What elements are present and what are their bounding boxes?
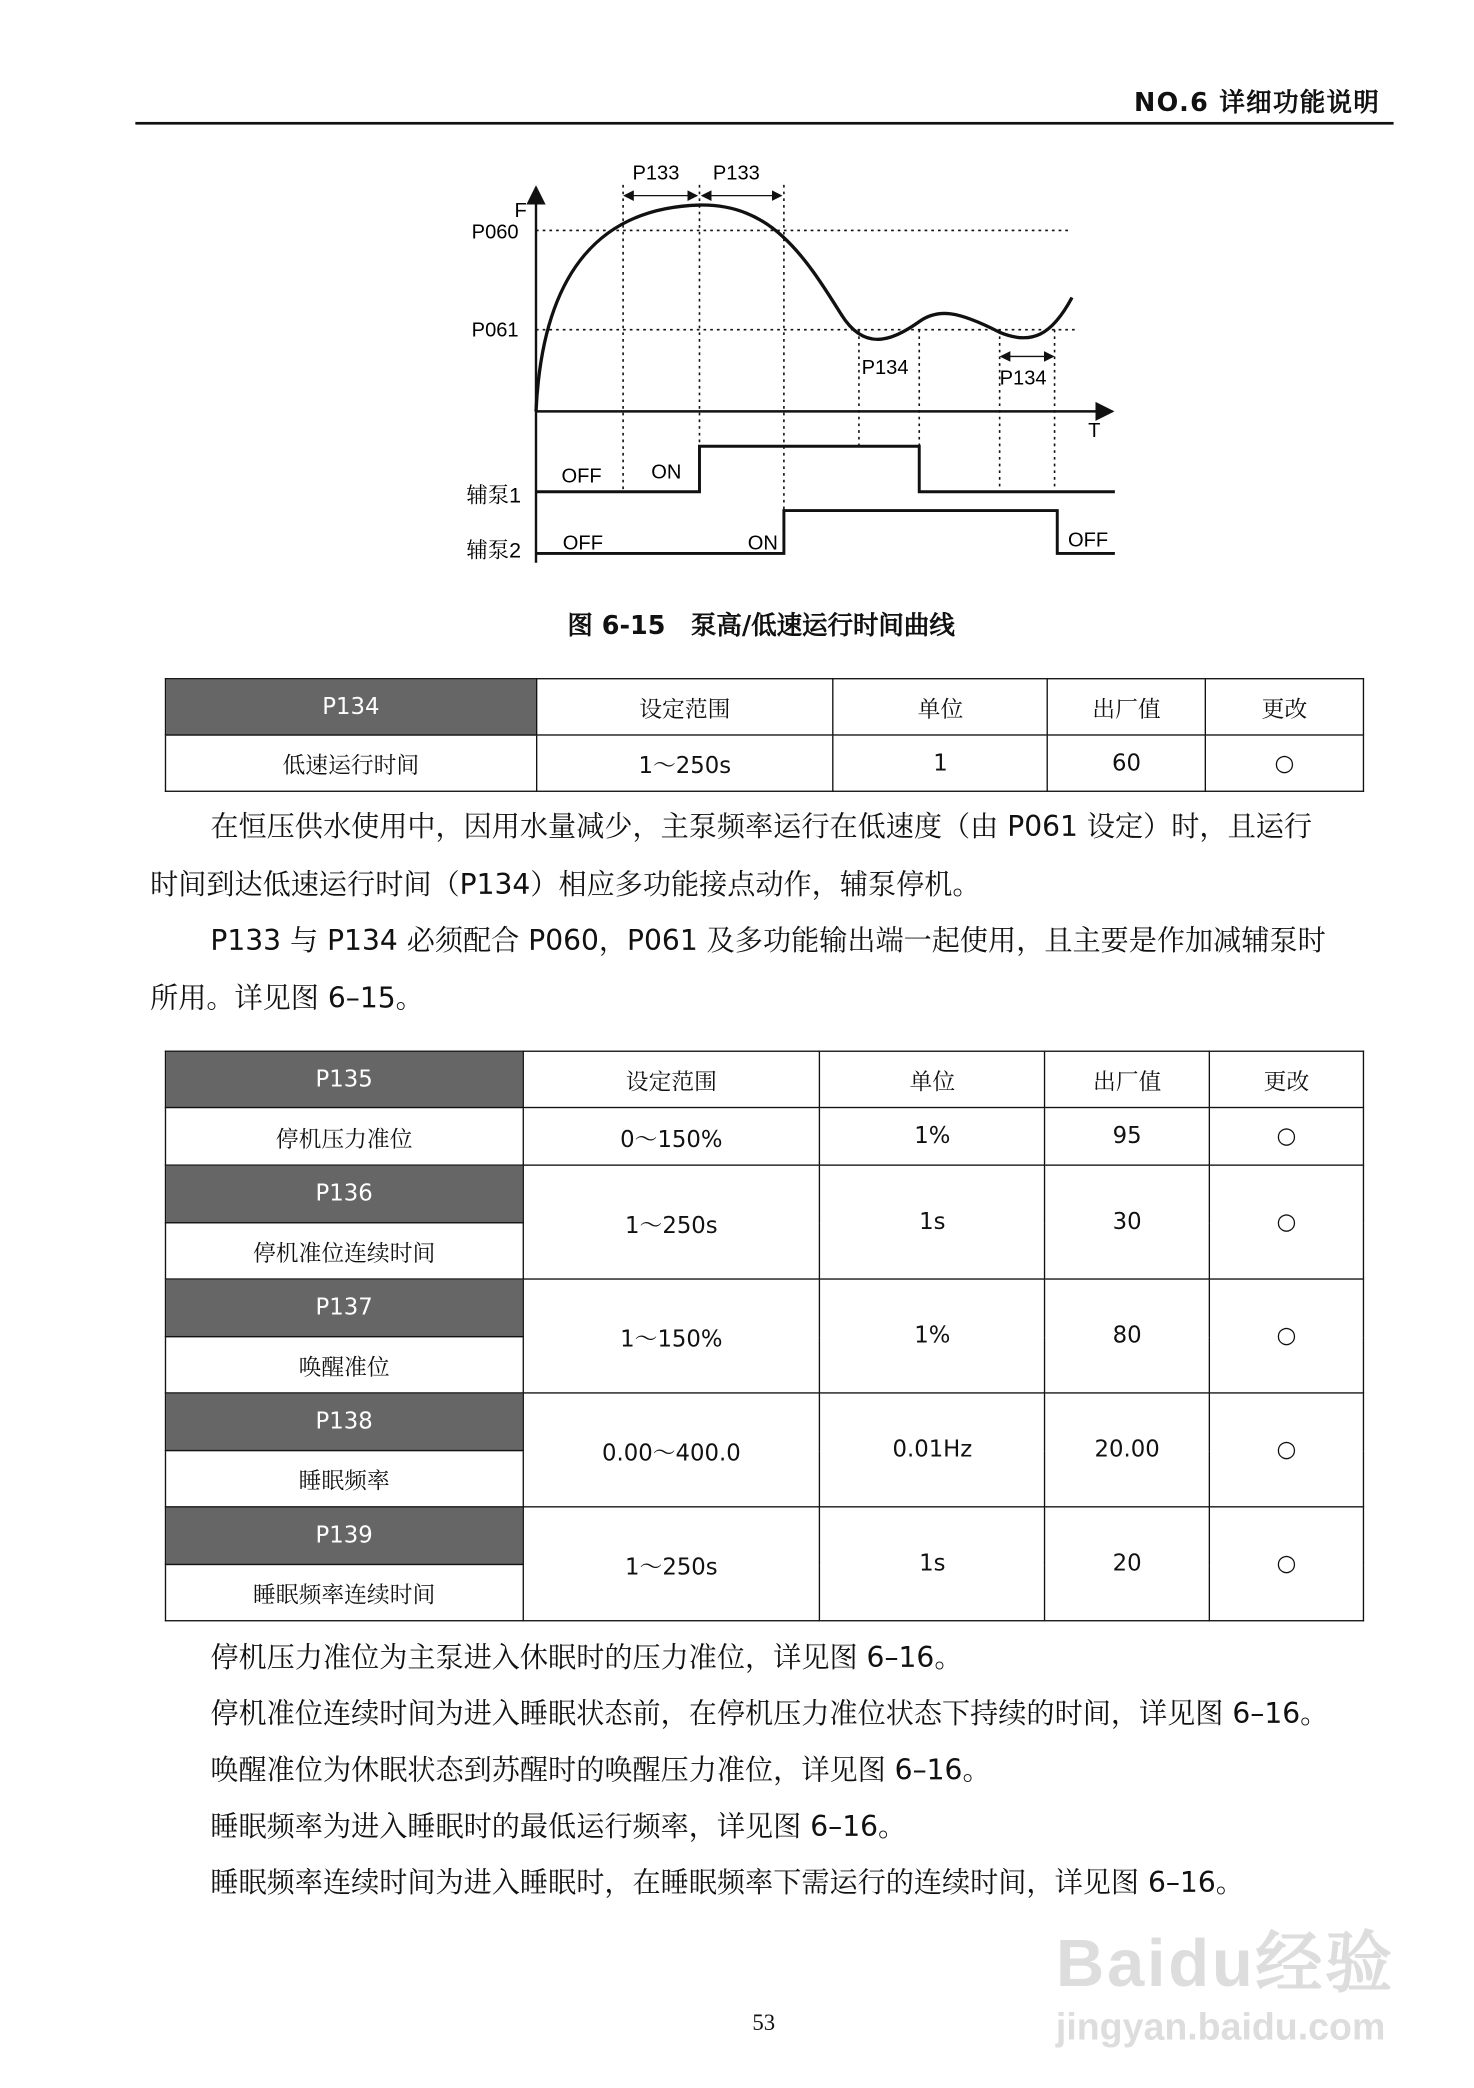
paragraph-line: 睡眠频率连续时间为进入睡眠时，在睡眠频率下需运行的连续时间，详见图 6–16。 bbox=[210, 1866, 1244, 1899]
paragraph-line: 所用。详见图 6–15。 bbox=[150, 982, 424, 1015]
header-change: 更改 bbox=[1205, 679, 1363, 735]
header-change: 更改 bbox=[1209, 1051, 1363, 1107]
paragraph-line: P133 与 P134 必须配合 P060，P061 及多功能输出端一起使用，且主要是作加减辅泵时 bbox=[210, 924, 1326, 957]
paragraph-line: 在恒压供水使用中，因用水量减少，主泵频率运行在低速度（由 P061 设定）时，且运行 bbox=[210, 810, 1312, 843]
chapter-header: NO.6 详细功能说明 bbox=[1134, 88, 1381, 118]
header-unit: 单位 bbox=[820, 1051, 1045, 1107]
pump2-signal bbox=[536, 511, 1115, 554]
state-label: ON bbox=[747, 532, 778, 555]
state-label: OFF bbox=[561, 465, 602, 488]
param-name: 睡眠频率 bbox=[165, 1451, 522, 1507]
param-unit: 0.01Hz bbox=[820, 1393, 1045, 1507]
pump-label: 辅泵1 bbox=[466, 483, 522, 508]
param-change: ○ bbox=[1209, 1507, 1363, 1621]
param-range: 1～250s bbox=[523, 1507, 820, 1621]
param-code: P139 bbox=[165, 1507, 522, 1565]
table-row bbox=[165, 1393, 1363, 1451]
state-label: OFF bbox=[562, 532, 603, 555]
param-code: P138 bbox=[165, 1393, 522, 1451]
level-label: P060 bbox=[471, 221, 519, 244]
param-code: P135 bbox=[165, 1051, 522, 1107]
param-unit: 1% bbox=[820, 1279, 1045, 1393]
param-range: 1～150% bbox=[523, 1279, 820, 1393]
param-default: 60 bbox=[1048, 735, 1206, 791]
param-name: 睡眠频率连续时间 bbox=[165, 1564, 522, 1620]
header-default: 出厂值 bbox=[1045, 1051, 1210, 1107]
param-unit: 1% bbox=[820, 1108, 1045, 1166]
header-unit: 单位 bbox=[833, 679, 1047, 735]
param-code: P134 bbox=[165, 679, 536, 735]
paragraph-line: 停机压力准位为主泵进入休眠时的压力准位，详见图 6–16。 bbox=[210, 1641, 963, 1674]
table-row bbox=[165, 1165, 1363, 1223]
frequency-curve bbox=[536, 205, 1072, 411]
param-range: 0～150% bbox=[523, 1108, 820, 1166]
paragraph-line: 停机准位连续时间为进入睡眠状态前，在停机压力准位状态下持续的时间，详见图 6–16。 bbox=[210, 1697, 1329, 1730]
param-unit: 1s bbox=[820, 1165, 1045, 1279]
param-table-p134 bbox=[165, 678, 1364, 792]
header-range: 设定范围 bbox=[523, 1051, 820, 1107]
header-range: 设定范围 bbox=[536, 679, 833, 735]
param-range: 1～250s bbox=[523, 1165, 820, 1279]
param-unit: 1 bbox=[833, 735, 1047, 791]
table-row bbox=[165, 1279, 1363, 1337]
interval-label: P134 bbox=[861, 356, 909, 379]
param-name: 唤醒准位 bbox=[165, 1337, 522, 1393]
state-label: ON bbox=[651, 461, 682, 484]
param-default: 95 bbox=[1045, 1108, 1210, 1166]
param-change: ○ bbox=[1209, 1393, 1363, 1507]
table-row bbox=[165, 1507, 1363, 1565]
param-change: ○ bbox=[1205, 735, 1363, 791]
axis-label-f: F bbox=[514, 200, 527, 223]
axis-label-t: T bbox=[1088, 419, 1101, 442]
param-default: 20 bbox=[1045, 1507, 1210, 1621]
param-default: 30 bbox=[1045, 1165, 1210, 1279]
paragraph-line: 时间到达低速运行时间（P134）相应多功能接点动作，辅泵停机。 bbox=[150, 868, 981, 901]
param-change: ○ bbox=[1209, 1279, 1363, 1393]
param-table-p135-p139 bbox=[165, 1051, 1364, 1622]
param-name: 停机压力准位 bbox=[165, 1108, 522, 1166]
param-range: 1～250s bbox=[536, 735, 833, 791]
param-range: 0.00～400.0 bbox=[523, 1393, 820, 1507]
paragraph-line: 睡眠频率为进入睡眠时的最低运行频率，详见图 6–16。 bbox=[210, 1810, 907, 1843]
interval-label: P134 bbox=[999, 367, 1047, 390]
param-name: 低速运行时间 bbox=[165, 735, 536, 791]
header-default: 出厂值 bbox=[1048, 679, 1206, 735]
param-name: 停机准位连续时间 bbox=[165, 1223, 522, 1279]
param-code: P136 bbox=[165, 1165, 522, 1223]
param-default: 80 bbox=[1045, 1279, 1210, 1393]
figure-caption: 图 6-15 泵高/低速运行时间曲线 bbox=[567, 611, 955, 641]
interval-label: P133 bbox=[632, 162, 680, 185]
baidu-watermark: Baidu经验 jingyan.baidu.com bbox=[1055, 1925, 1395, 2048]
timing-diagram bbox=[442, 161, 1139, 576]
guide-lines bbox=[536, 185, 1079, 511]
param-unit: 1s bbox=[820, 1507, 1045, 1621]
state-label: OFF bbox=[1067, 529, 1109, 552]
interval-label: P133 bbox=[712, 162, 760, 185]
param-code: P137 bbox=[165, 1279, 522, 1337]
page-number: 53 bbox=[752, 2010, 776, 2036]
param-change: ○ bbox=[1209, 1165, 1363, 1279]
param-default: 20.00 bbox=[1045, 1393, 1210, 1507]
header-rule bbox=[135, 122, 1393, 125]
level-label: P061 bbox=[471, 319, 519, 342]
paragraph-line: 唤醒准位为休眠状态到苏醒时的唤醒压力准位，详见图 6–16。 bbox=[210, 1754, 991, 1787]
param-change: ○ bbox=[1209, 1108, 1363, 1166]
pump-label: 辅泵2 bbox=[466, 538, 522, 563]
